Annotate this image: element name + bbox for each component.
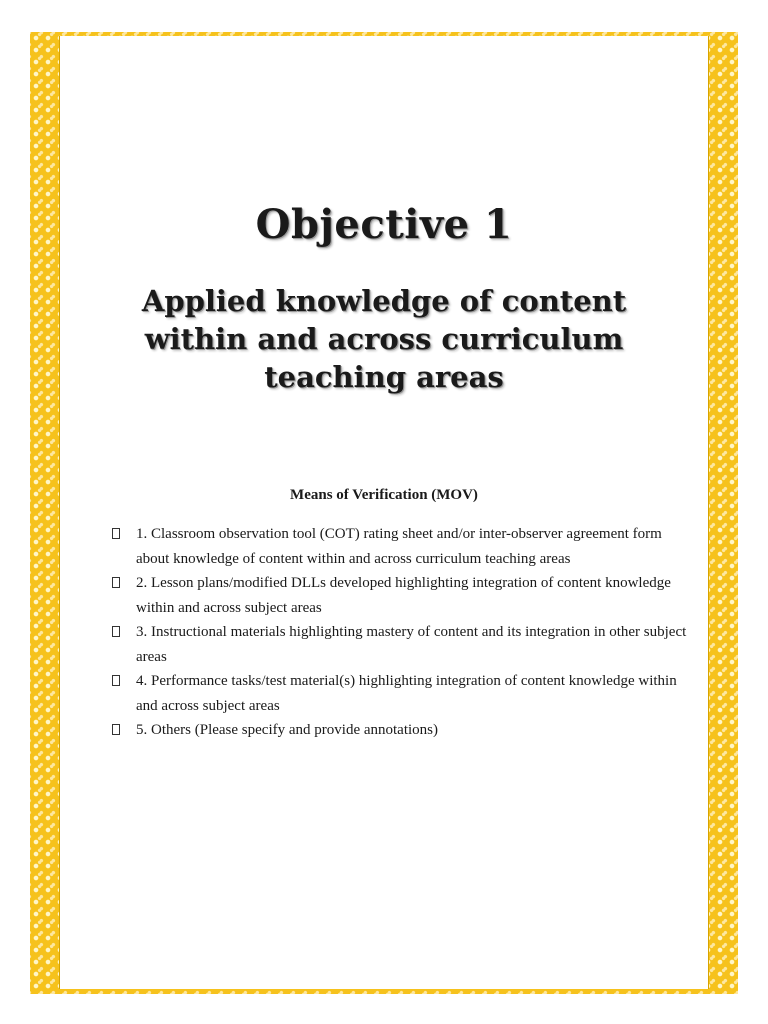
list-item	[112, 620, 692, 669]
objective-subtitle: Applied knowledge of content within and across curriculum teaching areas	[141, 284, 627, 394]
checkbox-icon	[112, 724, 120, 735]
list-item-text: 5. Others (Please specify and provide annotations)	[136, 722, 438, 738]
mov-heading: Means of Verification (MOV)	[290, 487, 478, 503]
page-content	[59, 36, 709, 989]
mov-list	[112, 522, 692, 743]
list-item	[112, 669, 692, 718]
checkbox-icon	[112, 528, 120, 539]
list-item-text: 4. Performance tasks/test material(s) highlighting integration of content knowledge within and across subject areas	[136, 673, 677, 714]
list-item	[112, 571, 692, 620]
checkbox-icon	[112, 675, 120, 686]
list-item-text: 2. Lesson plans/modified DLLs developed highlighting integration of content knowledge within and across subject areas	[136, 575, 671, 616]
list-item-text: 3. Instructional materials highlighting mastery of content and its integration in other subject areas	[136, 624, 687, 665]
list-item	[112, 522, 692, 571]
list-item-text: 1. Classroom observation tool (COT) rating sheet and/or inter-observer agreement form about knowledge of content within and across curriculum teaching areas	[136, 526, 662, 567]
checkbox-icon	[112, 577, 120, 588]
objective-title: Objective 1	[255, 201, 513, 248]
list-item	[112, 718, 692, 743]
checkbox-icon	[112, 626, 120, 637]
